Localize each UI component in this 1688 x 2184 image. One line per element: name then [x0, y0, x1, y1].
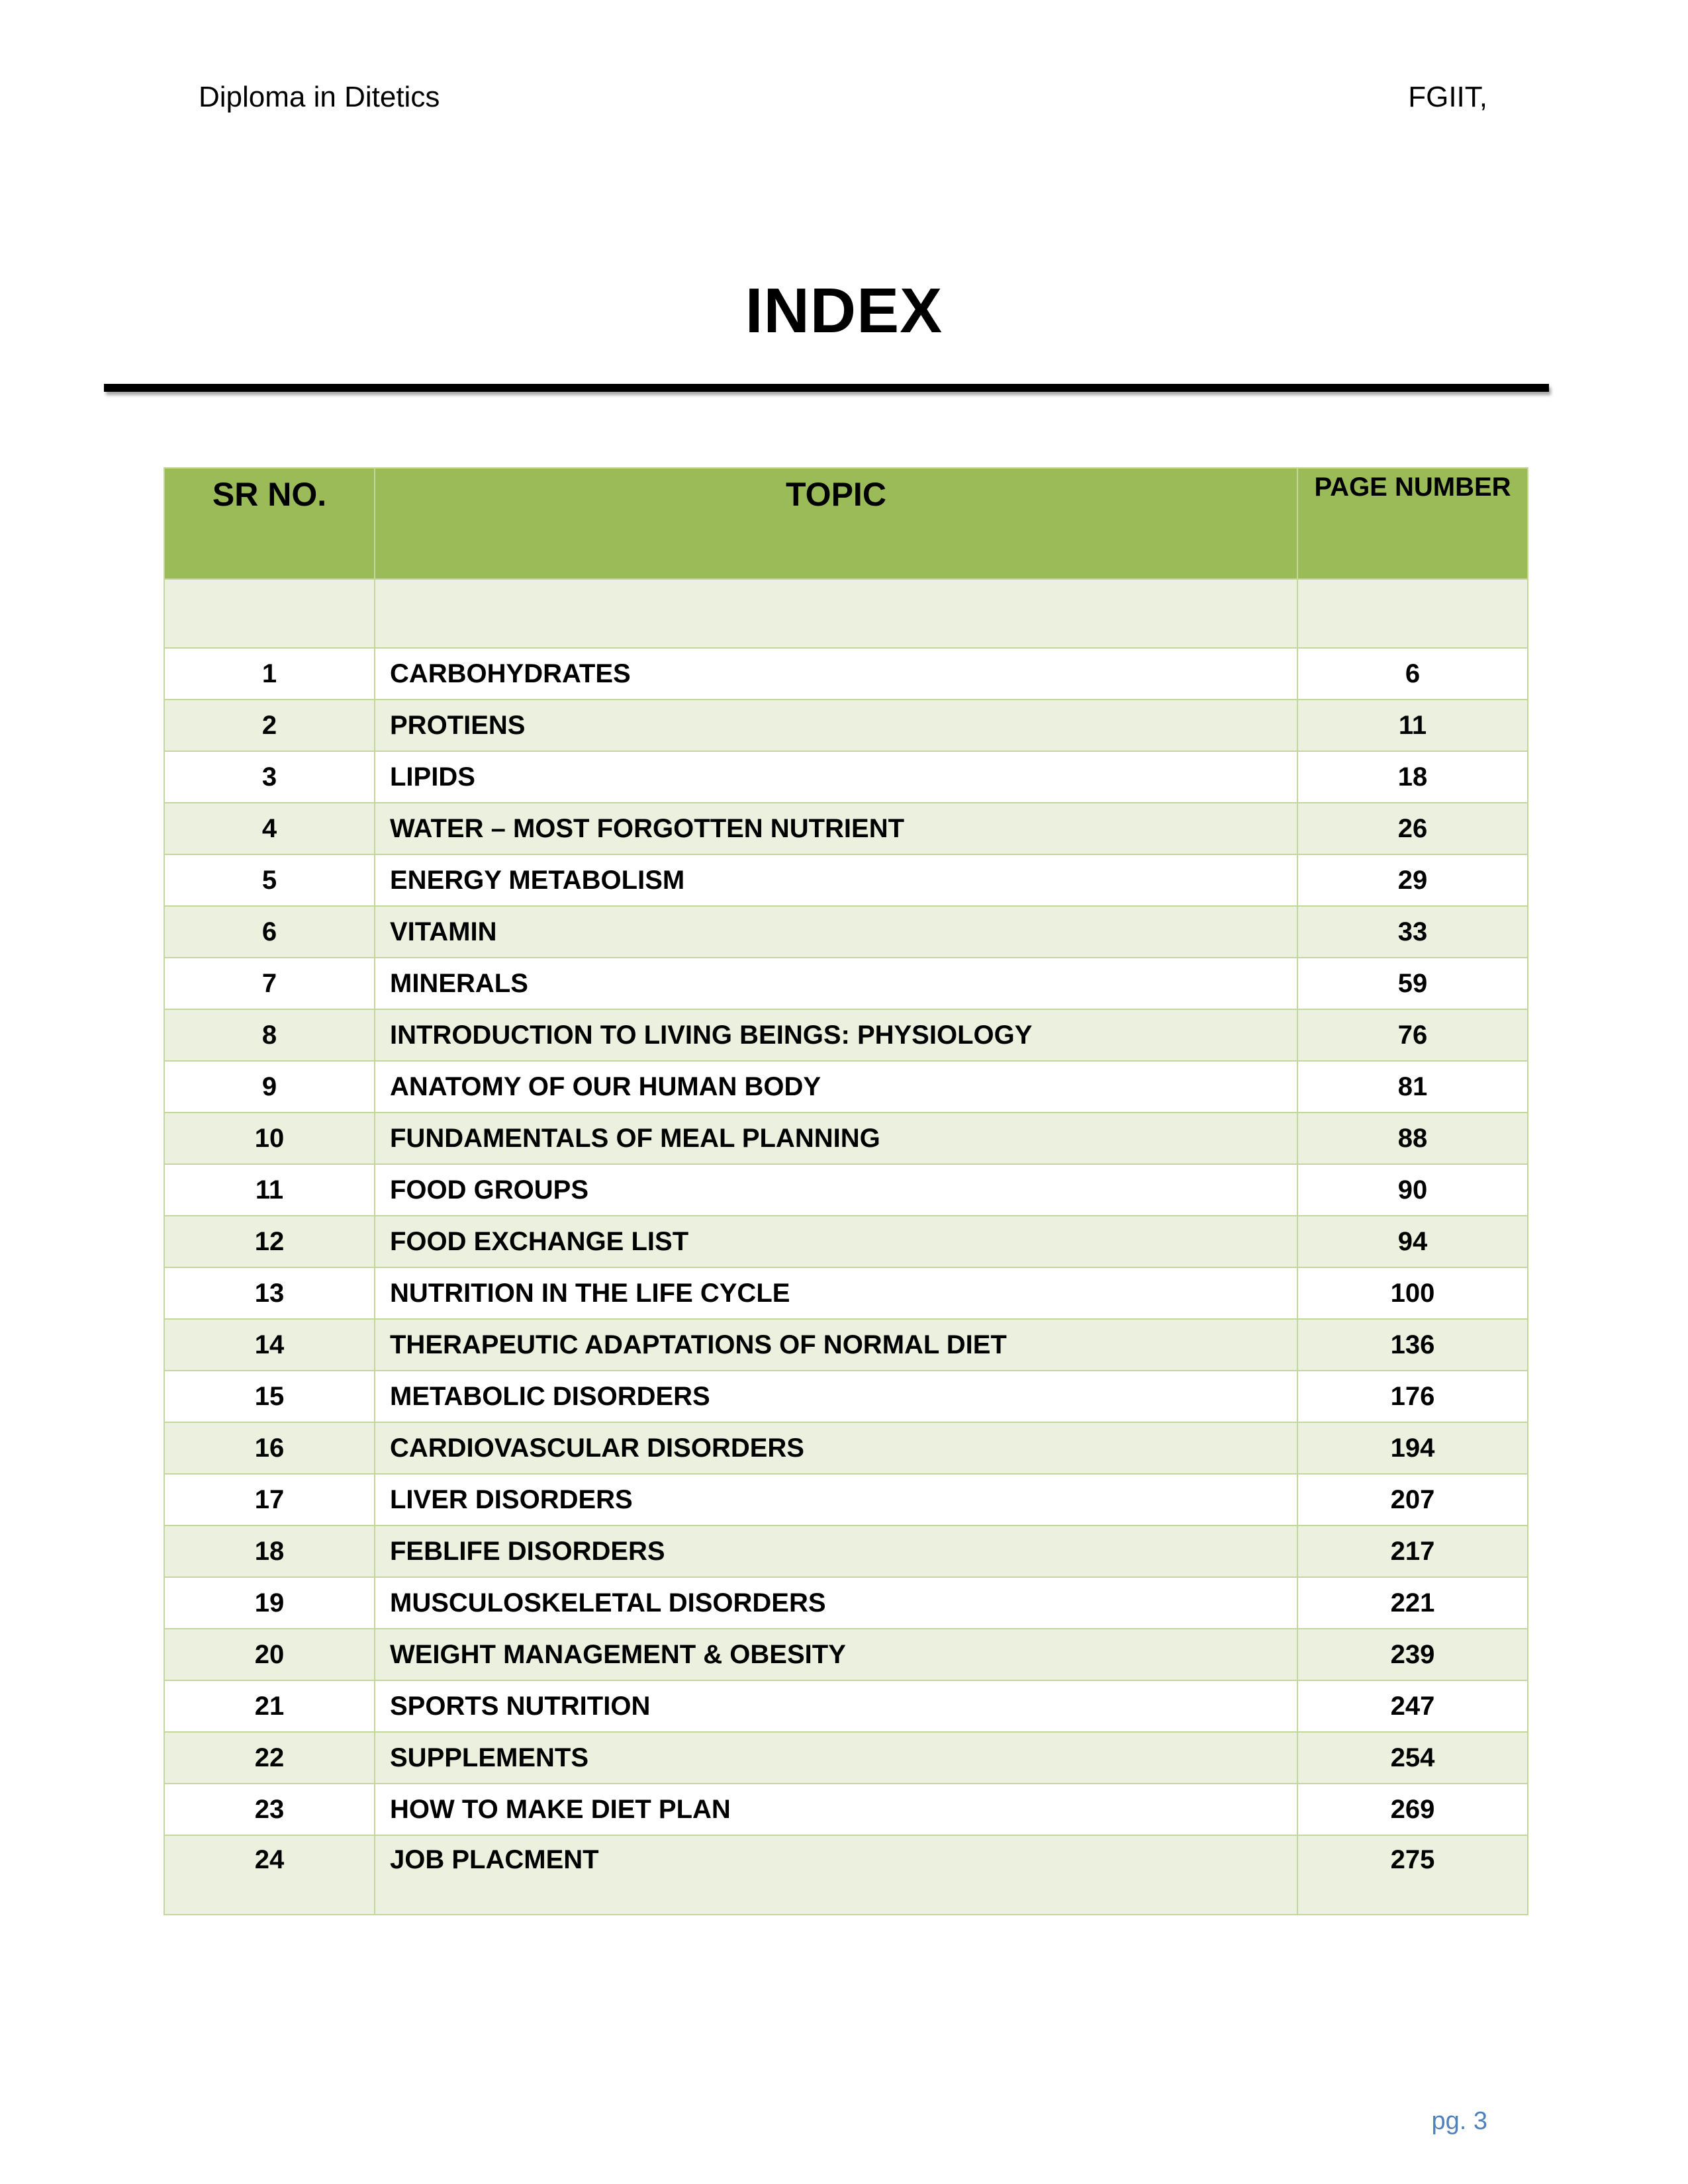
spacer-cell [164, 579, 375, 648]
table-row [164, 751, 1528, 803]
sr-no-cell: 8 [164, 1009, 375, 1061]
sr-no-cell: 22 [164, 1732, 375, 1784]
table-row [164, 958, 1528, 1009]
topic-cell: CARDIOVASCULAR DISORDERS [375, 1422, 1297, 1474]
page-number-cell: 59 [1297, 958, 1528, 1009]
page-number-cell: 90 [1297, 1164, 1528, 1216]
page-number-cell: 217 [1297, 1525, 1528, 1577]
table-row [164, 1319, 1528, 1371]
sr-no-cell: 2 [164, 700, 375, 751]
topic-cell: WATER – MOST FORGOTTEN NUTRIENT [375, 803, 1297, 854]
table-row [164, 1577, 1528, 1629]
sr-no-cell: 4 [164, 803, 375, 854]
page-number-cell: 221 [1297, 1577, 1528, 1629]
table-row [164, 1164, 1528, 1216]
page-number-cell: 275 [1297, 1835, 1528, 1915]
sr-no-cell: 9 [164, 1061, 375, 1113]
topic-cell: FEBLIFE DISORDERS [375, 1525, 1297, 1577]
topic-cell: FUNDAMENTALS OF MEAL PLANNING [375, 1113, 1297, 1164]
sr-no-cell: 12 [164, 1216, 375, 1267]
page-number-cell: 239 [1297, 1629, 1528, 1680]
sr-no-cell: 14 [164, 1319, 375, 1371]
sr-no-cell: 17 [164, 1474, 375, 1525]
header-course-name: Diploma in Ditetics [199, 81, 440, 113]
spacer-cell [1297, 579, 1528, 648]
sr-no-cell: 19 [164, 1577, 375, 1629]
page-number-cell: 33 [1297, 906, 1528, 958]
table-row [164, 1835, 1528, 1915]
page-number-cell: 76 [1297, 1009, 1528, 1061]
page-number-cell: 136 [1297, 1319, 1528, 1371]
sr-no-cell: 20 [164, 1629, 375, 1680]
page-number-cell: 100 [1297, 1267, 1528, 1319]
title-divider [104, 384, 1549, 392]
header-institute: FGIIT, [1408, 81, 1487, 113]
topic-cell: HOW TO MAKE DIET PLAN [375, 1784, 1297, 1835]
topic-cell: VITAMIN [375, 906, 1297, 958]
topic-cell: JOB PLACMENT [375, 1835, 1297, 1915]
topic-cell: ENERGY METABOLISM [375, 854, 1297, 906]
table-row [164, 648, 1528, 700]
table-row [164, 1680, 1528, 1732]
table-row [164, 1009, 1528, 1061]
table-row [164, 1525, 1528, 1577]
sr-no-cell: 10 [164, 1113, 375, 1164]
page-number-cell: 247 [1297, 1680, 1528, 1732]
topic-cell: NUTRITION IN THE LIFE CYCLE [375, 1267, 1297, 1319]
sr-no-cell: 16 [164, 1422, 375, 1474]
topic-cell: LIPIDS [375, 751, 1297, 803]
page-number-cell: 194 [1297, 1422, 1528, 1474]
topic-cell: FOOD EXCHANGE LIST [375, 1216, 1297, 1267]
table-row [164, 1732, 1528, 1784]
table-row [164, 1371, 1528, 1422]
page-number-cell: 18 [1297, 751, 1528, 803]
sr-no-cell: 15 [164, 1371, 375, 1422]
sr-no-cell: 6 [164, 906, 375, 958]
page-number-cell: 176 [1297, 1371, 1528, 1422]
page-number-footer: pg. 3 [1431, 2107, 1487, 2135]
table-row [164, 1474, 1528, 1525]
table-row [164, 1422, 1528, 1474]
sr-no-cell: 13 [164, 1267, 375, 1319]
index-table [164, 467, 1528, 1915]
page-number-cell: 6 [1297, 648, 1528, 700]
table-spacer-row [164, 579, 1528, 648]
sr-no-cell: 18 [164, 1525, 375, 1577]
topic-cell: MUSCULOSKELETAL DISORDERS [375, 1577, 1297, 1629]
table-row [164, 906, 1528, 958]
sr-no-cell: 3 [164, 751, 375, 803]
column-header-sr-no: SR NO. [164, 468, 375, 579]
page-number-cell: 11 [1297, 700, 1528, 751]
page-title: INDEX [745, 275, 943, 346]
table-body [164, 579, 1528, 1915]
table-row [164, 1784, 1528, 1835]
page-number-cell: 88 [1297, 1113, 1528, 1164]
sr-no-cell: 5 [164, 854, 375, 906]
table-row [164, 1267, 1528, 1319]
table-row [164, 854, 1528, 906]
topic-cell: WEIGHT MANAGEMENT & OBESITY [375, 1629, 1297, 1680]
topic-cell: INTRODUCTION TO LIVING BEINGS: PHYSIOLOGY [375, 1009, 1297, 1061]
sr-no-cell: 7 [164, 958, 375, 1009]
topic-cell: SPORTS NUTRITION [375, 1680, 1297, 1732]
topic-cell: ANATOMY OF OUR HUMAN BODY [375, 1061, 1297, 1113]
table-row [164, 1061, 1528, 1113]
table-row [164, 1216, 1528, 1267]
topic-cell: METABOLIC DISORDERS [375, 1371, 1297, 1422]
column-header-page-number: PAGE NUMBER [1297, 468, 1528, 579]
sr-no-cell: 23 [164, 1784, 375, 1835]
page-number-cell: 94 [1297, 1216, 1528, 1267]
table-row [164, 700, 1528, 751]
sr-no-cell: 11 [164, 1164, 375, 1216]
sr-no-cell: 21 [164, 1680, 375, 1732]
page-number-cell: 29 [1297, 854, 1528, 906]
column-header-topic: TOPIC [375, 468, 1297, 579]
topic-cell: LIVER DISORDERS [375, 1474, 1297, 1525]
topic-cell: FOOD GROUPS [375, 1164, 1297, 1216]
page-number-cell: 81 [1297, 1061, 1528, 1113]
topic-cell: MINERALS [375, 958, 1297, 1009]
spacer-cell [375, 579, 1297, 648]
table-row [164, 1113, 1528, 1164]
page-number-cell: 26 [1297, 803, 1528, 854]
table-row [164, 1629, 1528, 1680]
page-number-cell: 269 [1297, 1784, 1528, 1835]
page-number-cell: 207 [1297, 1474, 1528, 1525]
table-row [164, 803, 1528, 854]
page-number-cell: 254 [1297, 1732, 1528, 1784]
sr-no-cell: 1 [164, 648, 375, 700]
table-header-row [164, 468, 1528, 579]
topic-cell: PROTIENS [375, 700, 1297, 751]
topic-cell: THERAPEUTIC ADAPTATIONS OF NORMAL DIET [375, 1319, 1297, 1371]
topic-cell: CARBOHYDRATES [375, 648, 1297, 700]
topic-cell: SUPPLEMENTS [375, 1732, 1297, 1784]
sr-no-cell: 24 [164, 1835, 375, 1915]
